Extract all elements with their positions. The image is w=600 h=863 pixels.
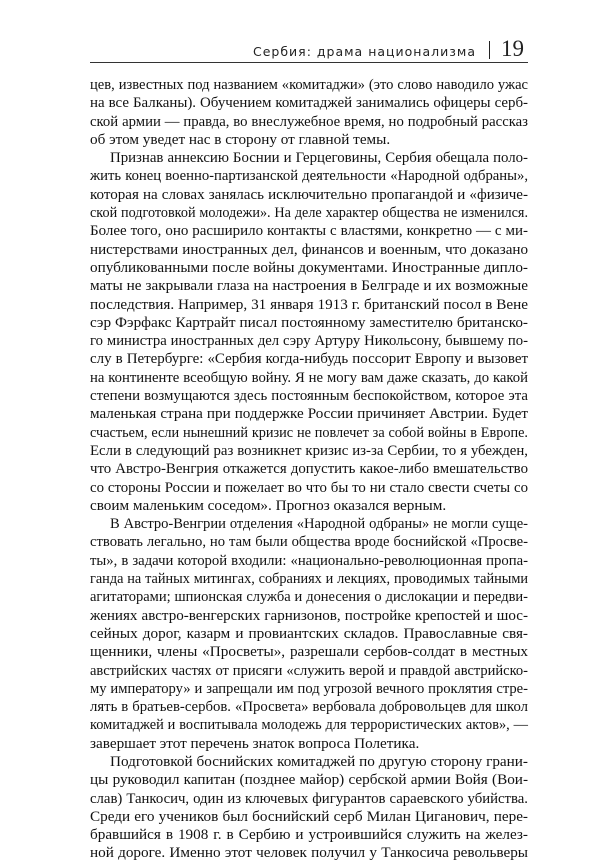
running-header (90, 36, 528, 63)
text-line: ты», в задачи которой входили: «национально-революционная пропа- (90, 552, 528, 569)
body-text (90, 76, 528, 863)
text-line: Среди его учеников был боснийский серб Милан Циганович, пере- (90, 807, 528, 825)
text-line: слав) Танкосич, один из ключевых фигурантов сараевского убийства. (90, 790, 528, 807)
text-line: цы руководил капитан (позднее майор) сербской армии Войя (Вои- (90, 771, 528, 789)
header-divider (489, 41, 490, 59)
text-line: степени возмущаются здесь постоянным беспокойством, которое эта (90, 388, 528, 405)
paragraph (90, 149, 528, 515)
text-line: Признав аннексию Боснии и Герцеговины, Сербия обещала поло- (110, 150, 528, 167)
text-line: Если в следующий раз возникнет кризис из-за Сербии, то я убежден, (90, 442, 528, 459)
paragraph (90, 76, 528, 149)
page-number: 19 (501, 36, 524, 61)
text-line: В Австро-Венгрии отделения «Народной одбраны» не могли суще- (110, 516, 528, 533)
text-line: слу в Петербурге: «Сербия когда-нибудь поссорит Европу и вызовет (90, 351, 528, 368)
text-line: агитаторами; шпионская служба и донесения о дислокации и передви- (90, 589, 528, 606)
text-line: ной дороге. Именно этот человек получил у Танкосича револьверы (90, 844, 528, 862)
text-line: счастьем, если нынешний кризис не повлечет за собой войны в Европе. (90, 424, 528, 441)
text-line: австрийских частях от присяги «служить верой и правдой австрийско- (90, 662, 528, 679)
text-line: что Австро-Венгрия откажется допустить какое-либо вмешательство (90, 461, 528, 478)
text-line: об этом уведет нас в сторону от главной темы. (90, 130, 391, 148)
text-line: нистерствами иностранных дел, финансов и военным, что доказано (90, 241, 528, 258)
text-line: на все Балканы). Обучением комитаджей занимались офицеры серб- (90, 95, 528, 112)
text-line: последствия. Например, 31 января 1913 г. британский посол в Вене (90, 295, 528, 313)
text-line: маленькая страна при поддержке России причиняет Австрии. Будет (90, 406, 528, 423)
text-line: ганда на тайных митингах, собраниях и лекциях, проводимых тайными (90, 571, 528, 588)
text-line: которая на словах занялась исключительно пропагандой и «физиче- (90, 186, 528, 203)
text-line: ской армии — правда, во внеслужебное время, но подробный рассказ (90, 113, 528, 130)
text-line: го министра иностранных дел сэру Артуру Никольсону, бывшему по- (90, 333, 528, 350)
text-line: цев, известных под названием «комитаджи» (это слово наводило ужас (90, 77, 528, 93)
text-line: ской подготовкой молодежи». На деле характер общества не изменился. (90, 205, 528, 222)
text-line: сейных дорог, казарм и провиантских складов. Православные свя- (90, 624, 528, 642)
text-line: опубликованными после войны документами. Иностранные дипло- (90, 258, 528, 276)
text-line: лять в братьев-сербов. «Просвета» вербовала добровольцев для школ (90, 699, 528, 716)
text-line: Более того, оно расширило контакты с властями, конкретно — с ми- (90, 223, 528, 240)
running-header-title: Сербия: драма национализма (253, 44, 476, 59)
text-line: своим маленьким соседом». Прогноз оказался верным. (90, 496, 447, 514)
text-line: му императору» и запрещали им под угрозой вечного проклятия стре- (90, 680, 528, 697)
text-line: завершает этот перечень знаток вопроса Полетика. (90, 734, 420, 752)
paragraph (90, 515, 528, 753)
text-line: Подготовкой боснийских комитаджей по другую сторону грани- (110, 752, 528, 770)
text-line: щенники, члены «Просветы», разрешали сербов-солдат в местных (90, 643, 528, 661)
text-line: комитаджей и воспитывала молодежь для террористических актов», — (90, 717, 528, 734)
text-line: ствовать легально, но там были общества вроде боснийской «Просве- (90, 534, 528, 551)
text-line: жениях австро-венгерских гарнизонов, постройке крепостей и шос- (90, 607, 528, 624)
text-line: жить конец военно-партизанской деятельности «Народной одбраны», (90, 168, 528, 185)
text-line: со стороны России и пожелает во что бы то ни стало свести счеты со (90, 479, 528, 496)
text-line: маты не закрывали глаза на настроения в Белграде и их возможные (90, 277, 528, 295)
text-line: бравшийся в 1908 г. в Сербию и устроившийся служить на желез- (90, 826, 528, 844)
text-line: сэр Фэрфакс Картрайт писал постоянному заместителю британско- (90, 313, 528, 331)
paragraph (90, 753, 528, 863)
text-line: на континенте всеобщую войну. Я не могу вам даже сказать, до какой (90, 369, 528, 386)
